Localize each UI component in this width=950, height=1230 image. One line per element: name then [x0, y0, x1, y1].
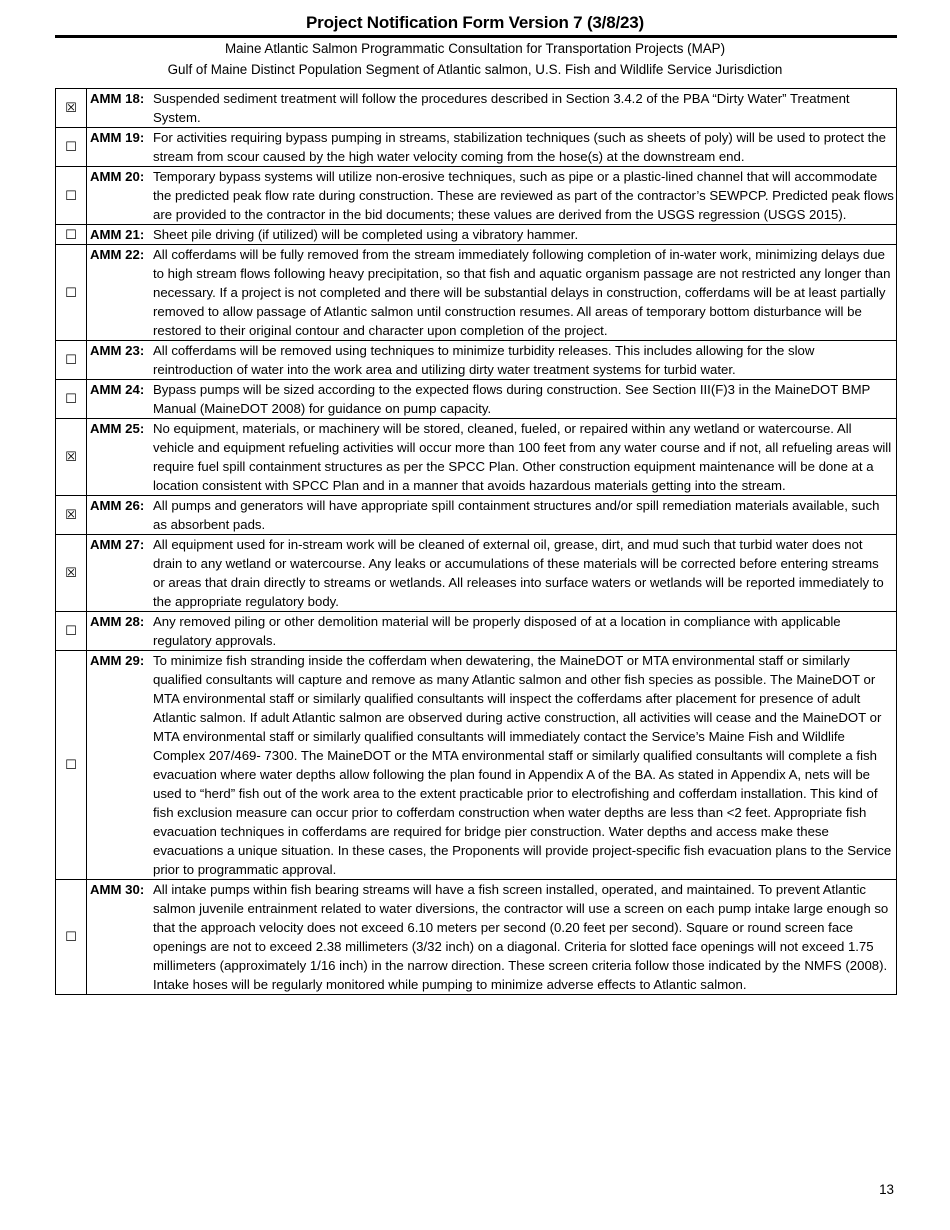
amm-checkbox[interactable]: ☐ [56, 651, 87, 880]
amm-text-cell [87, 651, 897, 880]
amm-row [56, 245, 897, 341]
amm-row [56, 89, 897, 128]
amm-text-cell [87, 535, 897, 612]
amm-row [56, 535, 897, 612]
amm-row [56, 380, 897, 419]
amm-label: AMM 18: [90, 91, 145, 106]
amm-text-cell [87, 341, 897, 380]
amm-description: All cofferdams will be removed using techniques to minimize turbidity releases. This includes allowing for the slow reintroduction of water into the work area and utilizing dirty water treatment systems for turbid water. [153, 343, 815, 377]
amm-row [56, 225, 897, 245]
amm-description: To minimize fish stranding inside the cofferdam when dewatering, the MaineDOT or MTA environmental staff or similarly qualified consultants will capture and remove as many Atlantic salmon and other fish species as possible. The MaineDOT or MTA environmental staff or similarly qualified consultants will inspect the cofferdams after placement for presence of adult Atlantic salmon. If adult Atlantic salmon are observed during active construction, all activities will cease and the MaineDOT or MTA environmental staff or similarly qualified consultants will immediately contact the Service’s Maine Fish and Wildlife Complex 207/469- 7300. The MaineDOT or the MTA environmental staff or similarly qualified consultants will complete a fish evacuation where water depths allow following the plan found in Appendix A of the BA. As stated in Appendix A, nets will be used to “herd” fish out of the work area to the extent practicable prior to electrofishing and cofferdam installation. This kind of fish exclusion measure can occur prior to cofferdam construction when water depths are less than <2 feet. Appropriate fish evacuation techniques in cofferdams are required for bridge pier construction. Water depths and access make these evacuations a unique situation. In these cases, the Proponents will provide project-specific fish evacuation plans to the Service prior to programmatic approval. [153, 653, 892, 877]
amm-line [90, 341, 894, 379]
page-number: 13 [879, 1182, 894, 1197]
amm-label: AMM 29: [90, 653, 145, 668]
amm-line [90, 651, 894, 879]
amm-label: AMM 30: [90, 882, 145, 897]
amm-row [56, 419, 897, 496]
amm-description: All intake pumps within fish bearing streams will have a fish screen installed, operated, and maintained. To prevent Atlantic salmon juvenile entrainment related to water diversions, the contractor will use a screen on each pump intake large enough so that the approach velocity does not exceed 6.10 meters per second (0.20 feet per second). Square or round screen face openings are not to exceed 2.38 millimeters (3/32 inch) on a diagonal. Criteria for slotted face openings will not exceed 1.75 millimeters (approximately 1/16 inch) in the narrow direction. These screen criteria follow those indicated by the NMFS (2008). Intake hoses will be regularly monitored while pumping to minimize adverse effects to Atlantic salmon. [153, 882, 889, 992]
amm-description: Sheet pile driving (if utilized) will be completed using a vibratory hammer. [153, 227, 579, 242]
amm-text-cell [87, 380, 897, 419]
amm-label: AMM 20: [90, 169, 145, 184]
amm-line [90, 167, 894, 224]
amm-label: AMM 25: [90, 421, 145, 436]
amm-text-cell [87, 245, 897, 341]
amm-line [90, 496, 894, 534]
amm-line [90, 612, 894, 650]
amm-label: AMM 19: [90, 130, 145, 145]
amm-text-cell [87, 419, 897, 496]
amm-line [90, 535, 894, 611]
amm-line [90, 225, 894, 244]
amm-row [56, 880, 897, 995]
amm-label: AMM 21: [90, 227, 145, 242]
amm-checkbox[interactable]: ☒ [56, 419, 87, 496]
amm-checkbox[interactable]: ☐ [56, 341, 87, 380]
amm-checkbox[interactable]: ☐ [56, 612, 87, 651]
amm-description: All cofferdams will be fully removed from the stream immediately following completion of in-water work, minimizing delays due to high stream flows following heavy precipitation, so that fish and aquatic organism passage are not restricted any longer than necessary. If a project is not completed and there will be substantial delays in construction, cofferdams will be at least partially removed to allow passage of Atlantic salmon until construction resumes. All areas of temporary bottom disturbance will be restored to their original contour and character upon completion of the project. [153, 247, 891, 338]
amm-description: Temporary bypass systems will utilize non-erosive techniques, such as pipe or a plastic-lined channel that will accommodate the predicted peak flow rate during construction. These are reviewed as part of the contractor’s SEWPCP. Predicted peak flows are provided to the contractor in the bid documents; these values are derived from the USGS regression (USGS 2015). [153, 169, 894, 222]
amm-text-cell [87, 880, 897, 995]
amm-checkbox[interactable]: ☐ [56, 128, 87, 167]
subtitle-line-2: Gulf of Maine Distinct Population Segment of Atlantic salmon, U.S. Fish and Wildlife Service Jurisdiction [167, 62, 783, 77]
amm-checkbox[interactable]: ☒ [56, 496, 87, 535]
amm-text-cell [87, 128, 897, 167]
amm-row [56, 651, 897, 880]
amm-checkbox[interactable]: ☒ [56, 89, 87, 128]
amm-label: AMM 26: [90, 498, 145, 513]
amm-description: No equipment, materials, or machinery will be stored, cleaned, fueled, or repaired within any wetland or watercourse. All vehicle and equipment refueling activities will occur more than 100 feet from any water course and if not, all refueling areas will require fuel spill containment structures as per the SPCC Plan. Other construction equipment maintenance will be done at a location consistent with SPCC Plan and in a manner that avoids hazardous materials getting into the stream. [153, 421, 892, 493]
title-rule [55, 35, 897, 38]
amm-row [56, 167, 897, 225]
amm-checkbox[interactable]: ☐ [56, 380, 87, 419]
amm-table [55, 88, 897, 995]
amm-line [90, 89, 894, 127]
amm-description: Bypass pumps will be sized according to the expected flows during construction. See Section III(F)3 in the MaineDOT BMP Manual (MaineDOT 2008) for guidance on pump capacity. [153, 382, 871, 416]
amm-line [90, 419, 894, 495]
amm-text-cell [87, 496, 897, 535]
amm-text-cell [87, 225, 897, 245]
amm-checkbox[interactable]: ☐ [56, 167, 87, 225]
amm-line [90, 380, 894, 418]
amm-checkbox[interactable]: ☐ [56, 225, 87, 245]
page-title: Project Notification Form Version 7 (3/8/23) [306, 13, 644, 32]
amm-description: Any removed piling or other demolition material will be properly disposed of at a location in compliance with applicable regulatory approvals. [153, 614, 841, 648]
amm-description: All pumps and generators will have appropriate spill containment structures and/or spill remediation materials available, such as absorbent pads. [153, 498, 880, 532]
amm-row [56, 128, 897, 167]
amm-label: AMM 22: [90, 247, 145, 262]
amm-description: For activities requiring bypass pumping in streams, stabilization techniques (such as sheets of poly) will be used to protect the stream from scour caused by the high water velocity coming from the hose(s) at the downstream end. [153, 130, 887, 164]
amm-label: AMM 24: [90, 382, 145, 397]
amm-checkbox[interactable]: ☐ [56, 880, 87, 995]
amm-text-cell [87, 612, 897, 651]
amm-label: AMM 23: [90, 343, 145, 358]
amm-table-body [56, 89, 897, 995]
amm-description: Suspended sediment treatment will follow the procedures described in Section 3.4.2 of the PBA “Dirty Water” Treatment System. [153, 91, 850, 125]
amm-label: AMM 27: [90, 537, 145, 552]
amm-checkbox[interactable]: ☐ [56, 245, 87, 341]
amm-line [90, 245, 894, 340]
amm-row [56, 341, 897, 380]
amm-text-cell [87, 89, 897, 128]
amm-line [90, 880, 894, 994]
subtitle-line-1: Maine Atlantic Salmon Programmatic Consultation for Transportation Projects (MAP) [224, 41, 726, 56]
amm-row [56, 496, 897, 535]
amm-checkbox[interactable]: ☒ [56, 535, 87, 612]
amm-text-cell [87, 167, 897, 225]
amm-description: All equipment used for in-stream work will be cleaned of external oil, grease, dirt, and mud such that turbid water does not drain to any wetland or watercourse. Any leaks or accumulations of these materials will be corrected before entering streams or areas that drain directly to streams or wetlands. All releases into surface waters or wetlands will be reported immediately to the appropriate regulatory body. [153, 537, 884, 609]
amm-row [56, 612, 897, 651]
amm-label: AMM 28: [90, 614, 145, 629]
amm-line [90, 128, 894, 166]
